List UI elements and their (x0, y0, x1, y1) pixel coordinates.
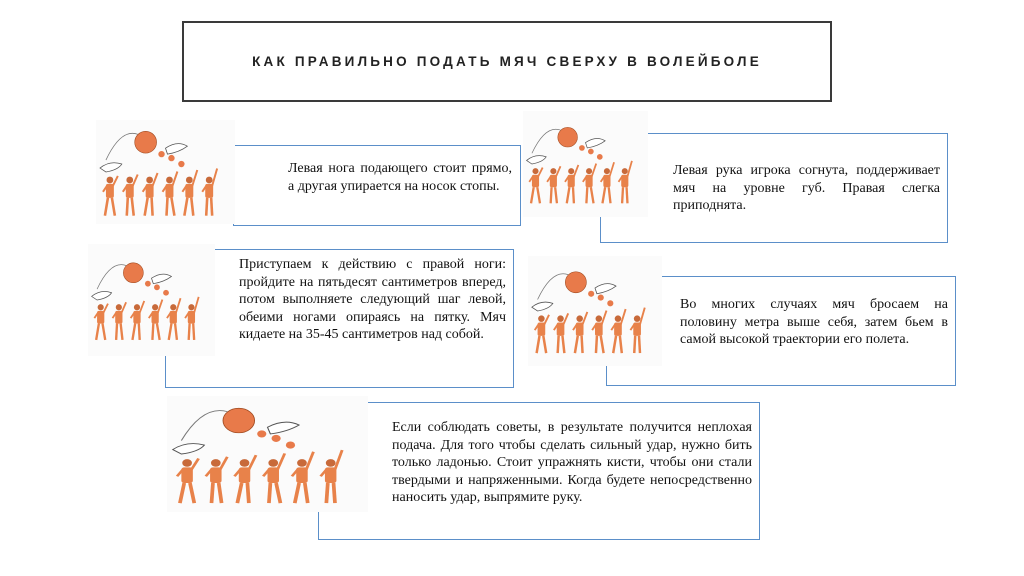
trajectory-line (106, 133, 138, 160)
trajectory-line (532, 129, 561, 153)
player-figure (149, 300, 163, 340)
player-figure (630, 308, 644, 353)
player-figure (583, 164, 596, 204)
hand-icon (92, 292, 112, 300)
hand-icon (100, 163, 122, 172)
small-ball-icon (178, 161, 184, 167)
player-figure (573, 312, 587, 353)
player-figure (103, 176, 118, 216)
small-ball-icon (272, 435, 281, 442)
player-figure (547, 166, 560, 203)
trajectory-line (538, 274, 569, 300)
small-ball-icon (154, 284, 160, 290)
hand-icon (268, 422, 300, 434)
small-ball-icon (145, 281, 151, 287)
serve-illustration-1 (96, 120, 235, 224)
small-ball-icon (588, 149, 594, 155)
serve-illustration-3 (88, 244, 215, 356)
trajectory-line (181, 411, 227, 441)
ball-icon (123, 263, 143, 283)
player-figure (292, 452, 314, 503)
player-figure (619, 161, 632, 203)
ball-icon (565, 272, 586, 293)
player-figure (185, 297, 199, 340)
player-figure (611, 309, 625, 353)
card-2-text: Левая рука игрока согнута, поддерживает мяч на уровне губ. Правая слегка приподнята. (673, 163, 940, 213)
small-ball-icon (588, 291, 594, 297)
small-ball-icon (597, 154, 603, 160)
player-figure (234, 455, 256, 503)
player-figure (182, 170, 197, 216)
hand-icon (595, 284, 616, 294)
player-figure (131, 301, 145, 340)
player-figure (263, 453, 285, 503)
small-ball-icon (286, 442, 295, 449)
player-figure (601, 162, 614, 203)
trajectory-line (97, 265, 126, 289)
ball-icon (558, 127, 578, 147)
small-ball-icon (257, 430, 266, 437)
ball-icon (135, 131, 157, 153)
small-ball-icon (163, 290, 169, 296)
serve-illustration-5 (167, 396, 368, 512)
player-figure (554, 313, 568, 353)
small-ball-icon (168, 155, 174, 161)
small-ball-icon (598, 295, 604, 301)
hand-icon (173, 444, 205, 454)
hand-icon (152, 274, 172, 284)
title-box (182, 21, 832, 102)
player-figure (177, 458, 199, 503)
card-1-text: Левая нога подающего стоит прямо, а другая упирается на носок стопы. (288, 161, 512, 194)
player-figure (167, 298, 181, 340)
hand-icon (532, 302, 553, 311)
player-figure (565, 165, 578, 203)
player-figure (592, 311, 606, 354)
player-figure (535, 315, 549, 353)
player-figure (94, 304, 108, 340)
slide-title: КАК ПРАВИЛЬНО ПОДАТЬ МЯЧ СВЕРХУ В ВОЛЕЙБОЛЕ (252, 54, 762, 69)
player-figure (123, 174, 138, 215)
hand-icon (527, 156, 547, 164)
small-ball-icon (607, 300, 613, 306)
card-3-text: Приступаем к действию с правой ноги: пройдите на пятьдесят сантиметров вперед, потом выполняете следующий шаг левой, обеими ногами опираясь на пятку. Мяч кидаете на 35-45 сантиметров над собой. (239, 257, 506, 342)
small-ball-icon (158, 151, 164, 157)
card-4-text: Во многих случаях мяч бросаем на половину метра выше себя, затем бьем в самой высокой траектории его полета. (680, 297, 948, 347)
player-figure (202, 169, 217, 216)
player-figure (143, 173, 158, 216)
player-figure (163, 172, 178, 216)
hand-icon (166, 144, 188, 154)
player-figure (529, 168, 542, 204)
player-figure (206, 457, 228, 503)
hand-icon (586, 138, 606, 147)
small-ball-icon (579, 145, 585, 151)
serve-illustration-2 (523, 111, 648, 217)
player-figure (321, 450, 343, 503)
ball-icon (223, 408, 255, 433)
card-5-text: Если соблюдать советы, в результате получится неплохая подача. Для того чтобы сделать сильный удар, нужно бить только ладонью. Стоит упражнять кисти, чтобы они стали твердыми и напряженными. Когда будете непосредственно наносить удар, выпрямите руку. (392, 420, 752, 505)
player-figure (112, 302, 126, 340)
serve-illustration-4 (528, 256, 662, 366)
